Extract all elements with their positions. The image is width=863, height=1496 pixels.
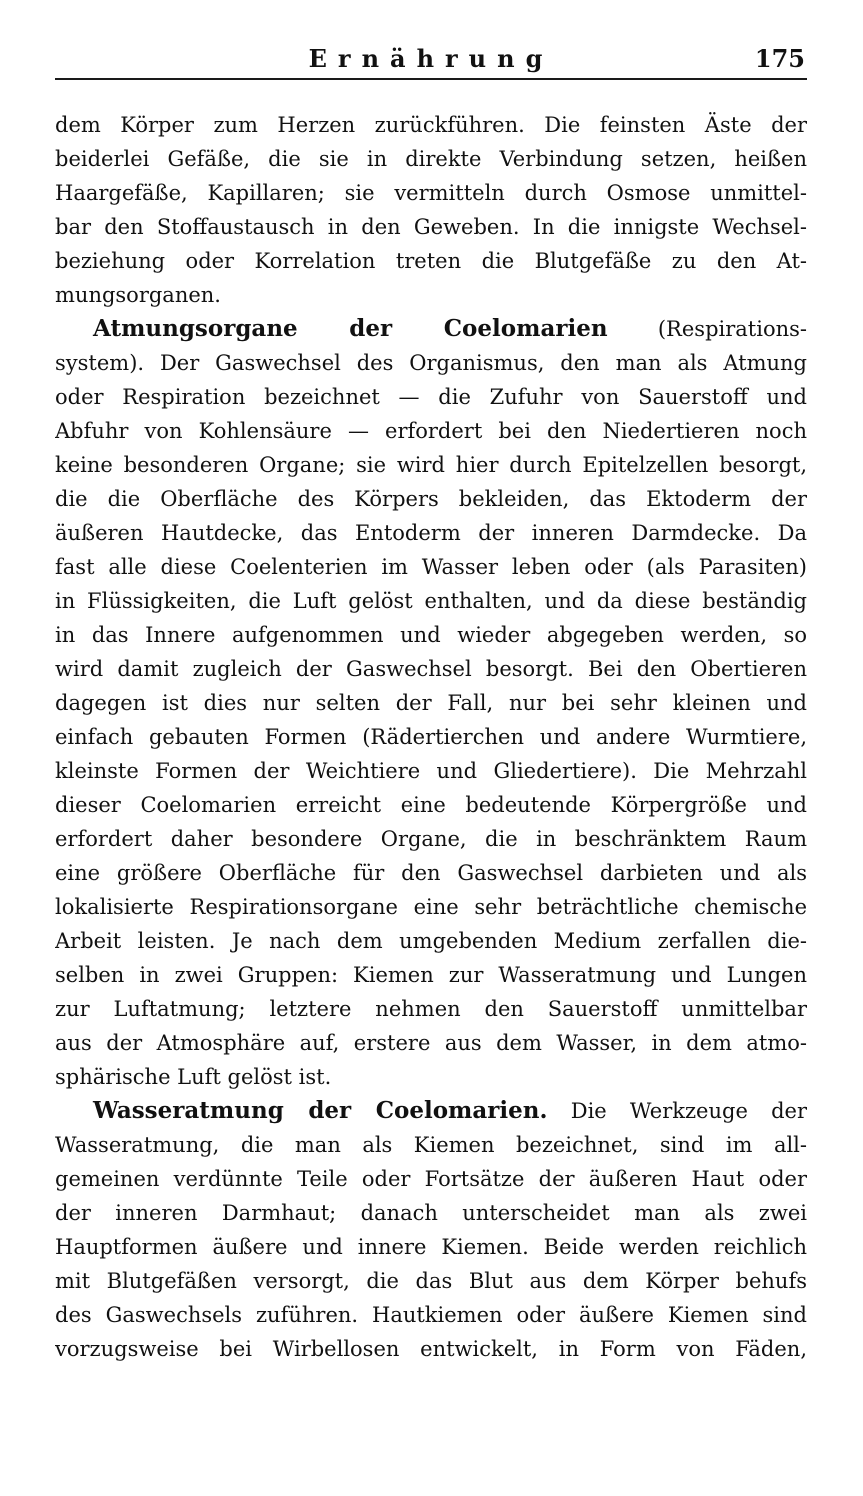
section-heading: Wasseratmung der Coelomarien.: [93, 1097, 548, 1124]
running-title: Ernährung: [308, 44, 554, 73]
body-text: [55, 108, 807, 1366]
section-first-line: [55, 312, 807, 346]
text-line: zur Luftatmung; letztere nehmen den Sauerstoff unmittelbar: [55, 997, 807, 1021]
running-head: [55, 38, 807, 80]
text-line: beziehung oder Korrelation treten die Blutgefäße zu den At-: [55, 249, 807, 273]
section-first-line: [55, 1094, 807, 1128]
text-line: lokalisierte Respirationsorgane eine sehr beträchtliche chemische: [55, 895, 807, 919]
text-line: bar den Stoffaustausch in den Geweben. In die innigste Wechsel-: [55, 215, 807, 239]
text-run: (Respirations-: [657, 317, 807, 341]
text-line: eine größere Oberfläche für den Gaswechsel darbieten und als: [55, 861, 807, 885]
text-line: system). Der Gaswechsel des Organismus, den man als Atmung: [55, 351, 807, 375]
text-run: Die Werkzeuge der: [570, 1099, 807, 1123]
text-line: äußeren Hautdecke, das Entoderm der inneren Darmdecke. Da: [55, 521, 807, 545]
text-line: beiderlei Gefäße, die sie in direkte Verbindung setzen, heißen: [55, 147, 807, 171]
text-line: kleinste Formen der Weichtiere und Gliedertiere). Die Mehrzahl: [55, 759, 807, 783]
page-number: 175: [754, 44, 805, 73]
text-line: mit Blutgefäßen versorgt, die das Blut aus dem Körper behufs: [55, 1269, 807, 1293]
text-line: keine besonderen Organe; sie wird hier durch Epitelzellen besorgt,: [55, 453, 807, 477]
text-line: in Flüssigkeiten, die Luft gelöst enthalten, und da diese beständig: [55, 589, 807, 613]
section-heading: Atmungsorgane der Coelomarien: [93, 315, 608, 342]
text-line: gemeinen verdünnte Teile oder Fortsätze der äußeren Haut oder: [55, 1167, 807, 1191]
text-line: fast alle diese Coelenterien im Wasser leben oder (als Parasiten): [55, 555, 807, 579]
text-line: vorzugsweise bei Wirbellosen entwickelt, in Form von Fäden,: [55, 1337, 807, 1361]
text-line: Wasseratmung, die man als Kiemen bezeichnet, sind im all-: [55, 1133, 807, 1157]
text-line: Hauptformen äußere und innere Kiemen. Beide werden reichlich: [55, 1235, 807, 1259]
text-line: dem Körper zum Herzen zurückführen. Die feinsten Äste der: [55, 113, 807, 137]
text-line: einfach gebauten Formen (Rädertierchen und andere Wurmtiere,: [55, 725, 807, 749]
text-line: dieser Coelomarien erreicht eine bedeutende Körpergröße und: [55, 793, 807, 817]
text-line: Abfuhr von Kohlensäure — erfordert bei den Niedertieren noch: [55, 419, 807, 443]
text-line: mungsorganen.: [55, 283, 221, 307]
text-line: dagegen ist dies nur selten der Fall, nur bei sehr kleinen und: [55, 691, 807, 715]
text-line: erfordert daher besondere Organe, die in beschränktem Raum: [55, 827, 807, 851]
text-line: in das Innere aufgenommen und wieder abgegeben werden, so: [55, 623, 807, 647]
text-line: Haargefäße, Kapillaren; sie vermitteln durch Osmose unmittel-: [55, 181, 807, 205]
text-line: wird damit zugleich der Gaswechsel besorgt. Bei den Obertieren: [55, 657, 807, 681]
text-line: Arbeit leisten. Je nach dem umgebenden Medium zerfallen die-: [55, 929, 807, 953]
text-line: selben in zwei Gruppen: Kiemen zur Wasseratmung und Lungen: [55, 963, 807, 987]
text-line: der inneren Darmhaut; danach unterscheidet man als zwei: [55, 1201, 807, 1225]
text-line: sphärische Luft gelöst ist.: [55, 1065, 332, 1089]
text-line: oder Respiration bezeichnet — die Zufuhr von Sauerstoff und: [55, 385, 807, 409]
text-line: aus der Atmosphäre auf, erstere aus dem Wasser, in dem atmo-: [55, 1031, 807, 1055]
text-line: des Gaswechsels zuführen. Hautkiemen oder äußere Kiemen sind: [55, 1303, 807, 1327]
text-line: die die Oberfläche des Körpers bekleiden, das Ektoderm der: [55, 487, 807, 511]
